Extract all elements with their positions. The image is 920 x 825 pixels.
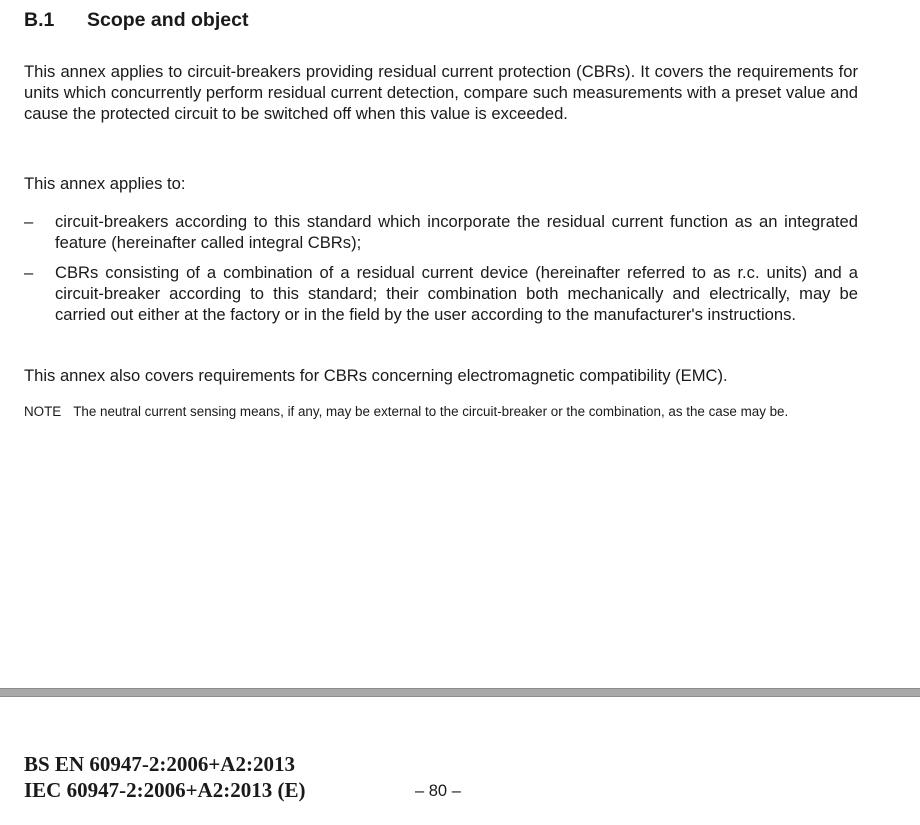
list-dash: – — [24, 263, 34, 282]
footer-divider-bar — [0, 688, 920, 697]
footer-standard-bs: BS EN 60947-2:2006+A2:2013 — [24, 752, 295, 776]
intro-paragraph: This annex applies to circuit-breakers providing residual current protection (CBRs). It covers the requirements for units which concurrently perform residual current detection, compare such measurements with a preset value and cause the protected circuit to be switched off when this value is exceeded. — [24, 62, 858, 123]
note-block — [24, 403, 858, 421]
scope-bullet-list — [24, 211, 858, 334]
list-item — [24, 262, 858, 325]
list-item — [24, 211, 858, 253]
emc-paragraph: This annex also covers requirements for CBRs concerning electromagnetic compatibility (EMC). — [24, 366, 728, 385]
section-title: Scope and object — [87, 9, 249, 31]
note-label: NOTE — [24, 404, 62, 419]
applies-to-paragraph: This annex applies to: — [24, 174, 186, 193]
page-number: – 80 – — [415, 782, 461, 800]
list-item-text: circuit-breakers according to this standard which incorporate the residual current function as an integrated feature (hereinafter called integral CBRs); — [55, 212, 858, 252]
section-number: B.1 — [24, 9, 55, 31]
note-text: The neutral current sensing means, if any, may be external to the circuit-breaker or the combination, as the case may be. — [73, 404, 789, 419]
list-dash: – — [24, 212, 34, 231]
footer-standard-iec: IEC 60947-2:2006+A2:2013 (E) — [24, 778, 306, 802]
list-item-text: CBRs consisting of a combination of a residual current device (hereinafter referred to as r.c. units) and a circuit-breaker according to this standard; their combination both mechanically and electrically, may be carried out either at the factory or in the field by the user according to the manufacturer's instructions. — [55, 263, 858, 324]
section-heading — [24, 9, 248, 32]
